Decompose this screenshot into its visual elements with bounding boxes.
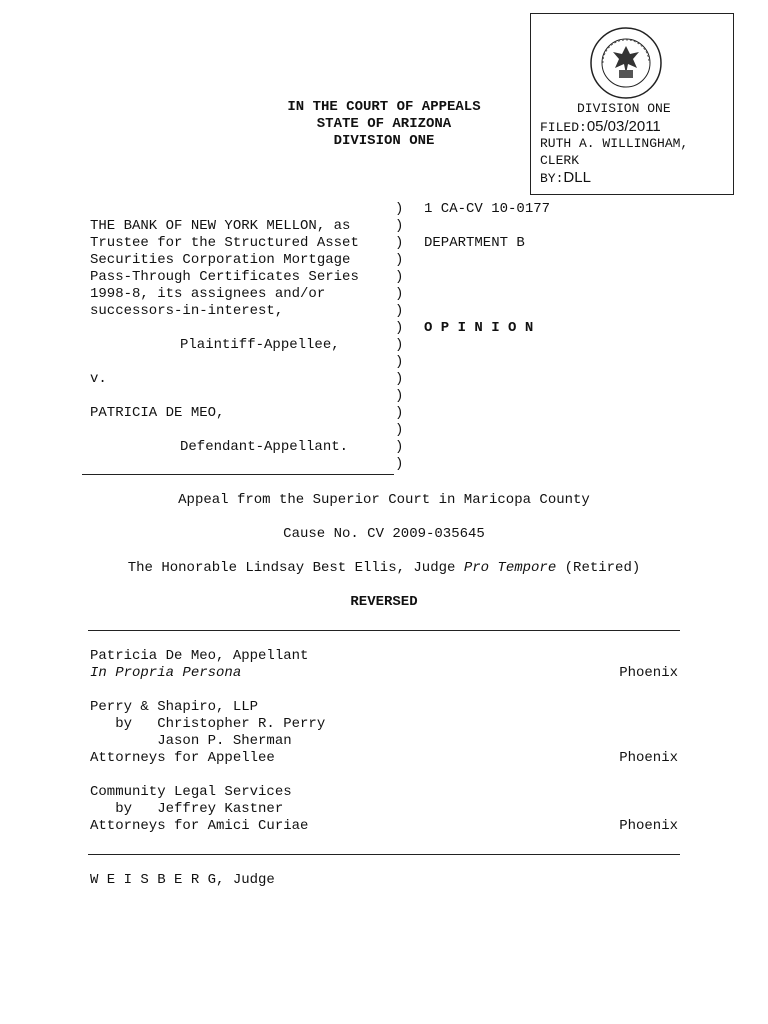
stamp-by-value: DLL <box>563 169 591 186</box>
disposition: REVERSED <box>350 594 418 610</box>
stamp-filed <box>540 118 661 136</box>
paren: ) <box>395 456 404 472</box>
caption-paren-column <box>395 201 407 473</box>
stamp-clerk-name: RUTH A. WILLINGHAM, <box>540 136 689 151</box>
paren: ) <box>395 337 404 353</box>
appeal-from: Appeal from the Superior Court in Maricopa County <box>178 492 590 508</box>
defendant-name: PATRICIA DE MEO, <box>90 405 225 421</box>
counsel-3-line-2: by Jeffrey Kastner <box>90 801 284 817</box>
stamp-by-label: BY: <box>540 171 564 186</box>
plaintiff-line-4: Pass-Through Certificates Series <box>90 269 359 285</box>
stamp-filed-date: 05/03/2011 <box>586 118 661 135</box>
paren: ) <box>395 303 404 319</box>
opinion-label: O P I N I O N <box>424 320 534 336</box>
counsel-top-rule <box>88 630 680 631</box>
filing-stamp <box>530 13 734 195</box>
plaintiff-line-5: 1998-8, its assignees and/or <box>90 286 326 302</box>
paren: ) <box>395 439 404 455</box>
paren: ) <box>395 422 404 438</box>
paren: ) <box>395 320 404 336</box>
stamp-division: DIVISION ONE <box>577 101 671 116</box>
court-heading-line2: STATE OF ARIZONA <box>316 116 452 132</box>
court-heading-line1: IN THE COURT OF APPEALS <box>287 99 481 115</box>
defendant-role: Defendant-Appellant. <box>180 439 349 455</box>
counsel-2-line-1: Perry & Shapiro, LLP <box>90 699 259 715</box>
judge-suffix: (Retired) <box>556 560 641 576</box>
paren: ) <box>395 405 404 421</box>
counsel-1-line-1: Patricia De Meo, Appellant <box>90 648 309 664</box>
court-seal-icon <box>589 26 663 100</box>
counsel-2-line-2: by Christopher R. Perry <box>90 716 326 732</box>
counsel-2-city: Phoenix <box>619 750 678 766</box>
counsel-1-city: Phoenix <box>619 665 678 681</box>
counsel-3-role: Attorneys for Amici Curiae <box>90 818 309 834</box>
paren: ) <box>395 269 404 285</box>
stamp-clerk-title: CLERK <box>540 153 580 168</box>
counsel-2-line-3: Jason P. Sherman <box>90 733 292 749</box>
paren: ) <box>395 286 404 302</box>
stamp-by <box>540 169 591 187</box>
judge-line <box>0 560 768 577</box>
department: DEPARTMENT B <box>424 235 525 251</box>
paren: ) <box>395 388 404 404</box>
counsel-bottom-rule <box>88 854 680 855</box>
plaintiff-line-1: THE BANK OF NEW YORK MELLON, as <box>90 218 351 234</box>
plaintiff-line-6: successors-in-interest, <box>90 303 284 319</box>
judge-pro-tempore: Pro Tempore <box>463 560 557 576</box>
counsel-3-city: Phoenix <box>619 818 678 834</box>
counsel-2-role: Attorneys for Appellee <box>90 750 275 766</box>
paren: ) <box>395 201 404 217</box>
stamp-filed-label: FILED: <box>540 120 587 135</box>
author-judge: W E I S B E R G, Judge <box>90 872 275 888</box>
cause-number: Cause No. CV 2009-035645 <box>283 526 485 542</box>
plaintiff-role: Plaintiff-Appellee, <box>180 337 340 353</box>
court-heading-line3: DIVISION ONE <box>333 133 435 149</box>
plaintiff-line-2: Trustee for the Structured Asset <box>90 235 359 251</box>
plaintiff-line-3: Securities Corporation Mortgage <box>90 252 351 268</box>
counsel-3-line-1: Community Legal Services <box>90 784 292 800</box>
versus: v. <box>90 371 107 387</box>
paren: ) <box>395 235 404 251</box>
paren: ) <box>395 354 404 370</box>
case-number: 1 CA-CV 10-0177 <box>424 201 551 217</box>
judge-prefix: The Honorable Lindsay Best Ellis, Judge <box>127 560 464 576</box>
paren: ) <box>395 218 404 234</box>
paren: ) <box>395 252 404 268</box>
caption-rule <box>82 474 394 475</box>
paren: ) <box>395 371 404 387</box>
counsel-1-role: In Propria Persona <box>90 665 242 681</box>
